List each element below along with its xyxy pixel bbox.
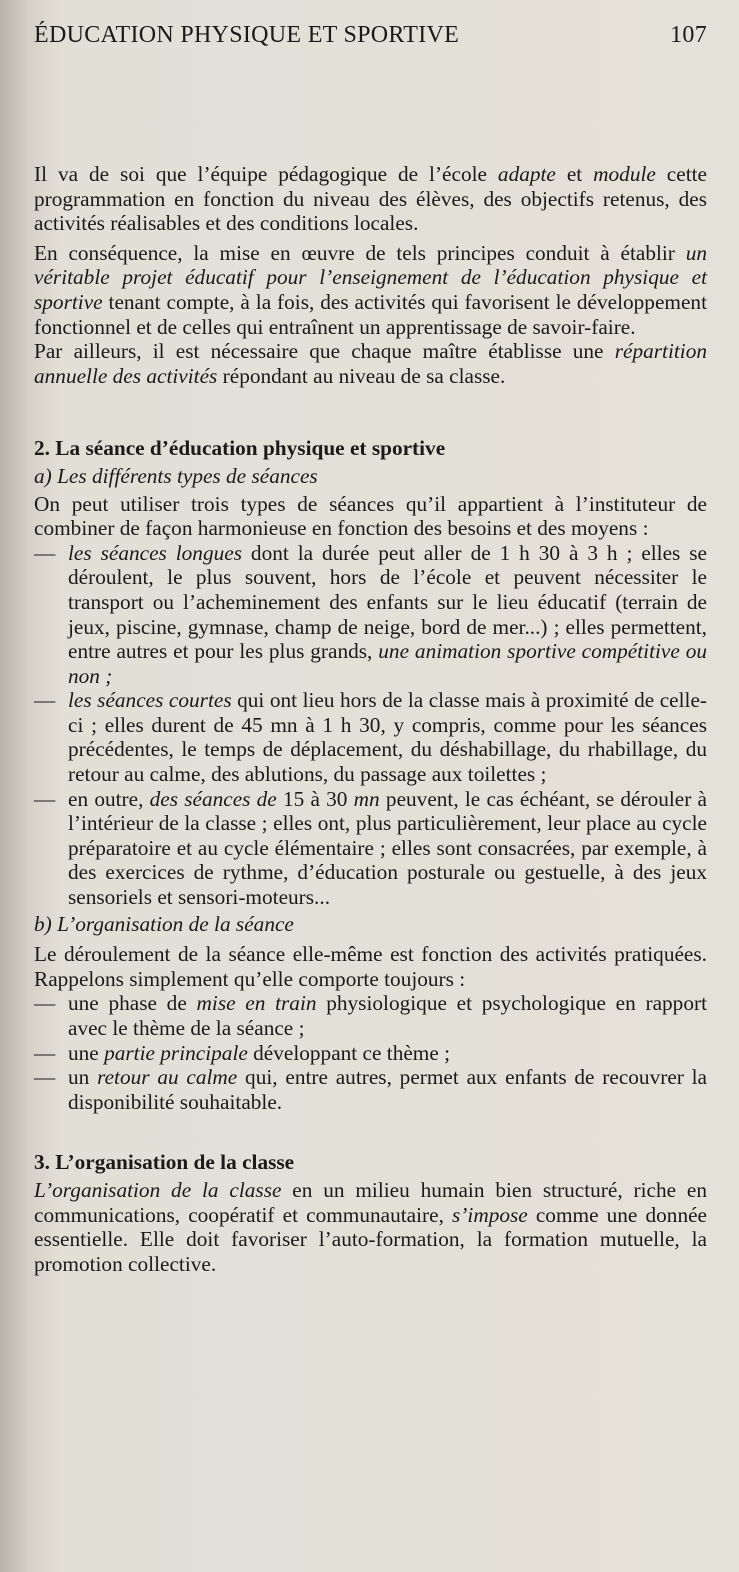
paragraph-4: On peut utiliser trois types de séances qu’il appartient à l’instituteur de combiner de façon harmonieuse en fonction des besoins et des moyens : [34,491,707,541]
list-item-warm-up: — une phase de mise en train physiologique et psychologique en rapport avec le thème de la séance ; [34,991,707,1040]
section-2-heading: 2. La séance d’éducation physique et sportive [34,436,446,461]
paragraph-6: L’organisation de la classe en un milieu humain bien structuré, riche en communications, coopératif et communautaire, s’impose comme une donnée essentielle. Elle doit favoriser l’auto-formation, la formation mutuelle, la promotion collective. [34,1177,707,1276]
paragraph-5: Le déroulement de la séance elle-même est fonction des activités pratiquées. Rappelons simplement qu’elle comporte toujours : [34,942,707,991]
paragraph-1: Il va de soi que l’équipe pédagogique de l’école adapte et module cette programmation en fonction du niveau des élèves, des objectifs retenus, des activités réalisables et des conditions locales. [34,162,707,236]
subsection-a-heading: a) Les différents types de séances [34,463,318,488]
paragraph-3: Par ailleurs, il est nécessaire que chaque maître établisse une répartition annuelle des activités répondant au niveau de sa classe. [34,339,707,388]
section-3-heading: 3. L’organisation de la classe [34,1150,295,1175]
list-item-short-sessions: — les séances courtes qui ont lieu hors de la classe mais à proximité de celle-ci ; elles durent de 45 mn à 1 h 30, y compris, comme pour les séances précédentes, le temps de déplacement, du déshabillage, du rhabillage, du retour au calme, des ablutions, du passage aux toilettes ; [34,688,707,787]
page-body [34,162,707,1276]
subsection-b-heading: b) L’organisation de la séance [34,911,294,936]
page-number: 107 [670,22,707,48]
paragraph-2: En conséquence, la mise en œuvre de tels principes conduit à établir un véritable projet éducatif pour l’enseignement de l’éducation physique et sportive tenant compte, à la fois, des activités qui favorisent le développement fonctionnel et de celles qui entraînent un apprentissage de savoir-faire. [34,240,707,339]
running-head-title: ÉDUCATION PHYSIQUE ET SPORTIVE [34,22,460,48]
list-item-cool-down: — un retour au calme qui, entre autres, permet aux enfants de recouvrer la disponibilité souhaitable. [34,1065,708,1114]
list-item-long-sessions: — les séances longues dont la durée peut aller de 1 h 30 à 3 h ; elles se déroulent, le plus souvent, hors de l’école et peuvent nécessiter le transport ou l’acheminement des enfants sur le lieu éducatif (terrain de jeux, piscine, gymnase, champ de neige, bord de mer...) ; elles permettent, entre autres et pour les plus grands, une animation sportive compétitive ou non ; [34,540,708,688]
list-item-classroom-sessions: — en outre, des séances de 15 à 30 mn peuvent, le cas échéant, se dérouler à l’intérieur de la classe ; elles ont, plus particulièrement, leur place au cycle préparatoire et au cycle élémentaire ; elles sont consacrées, par exemple, à des exercices de rythme, d’éducation posturale ou gestuelle, à des jeux sensoriels et sensori-moteurs... [34,786,707,910]
running-head [34,22,707,49]
list-item-main-part: — une partie principale développant ce thème ; [34,1040,451,1065]
